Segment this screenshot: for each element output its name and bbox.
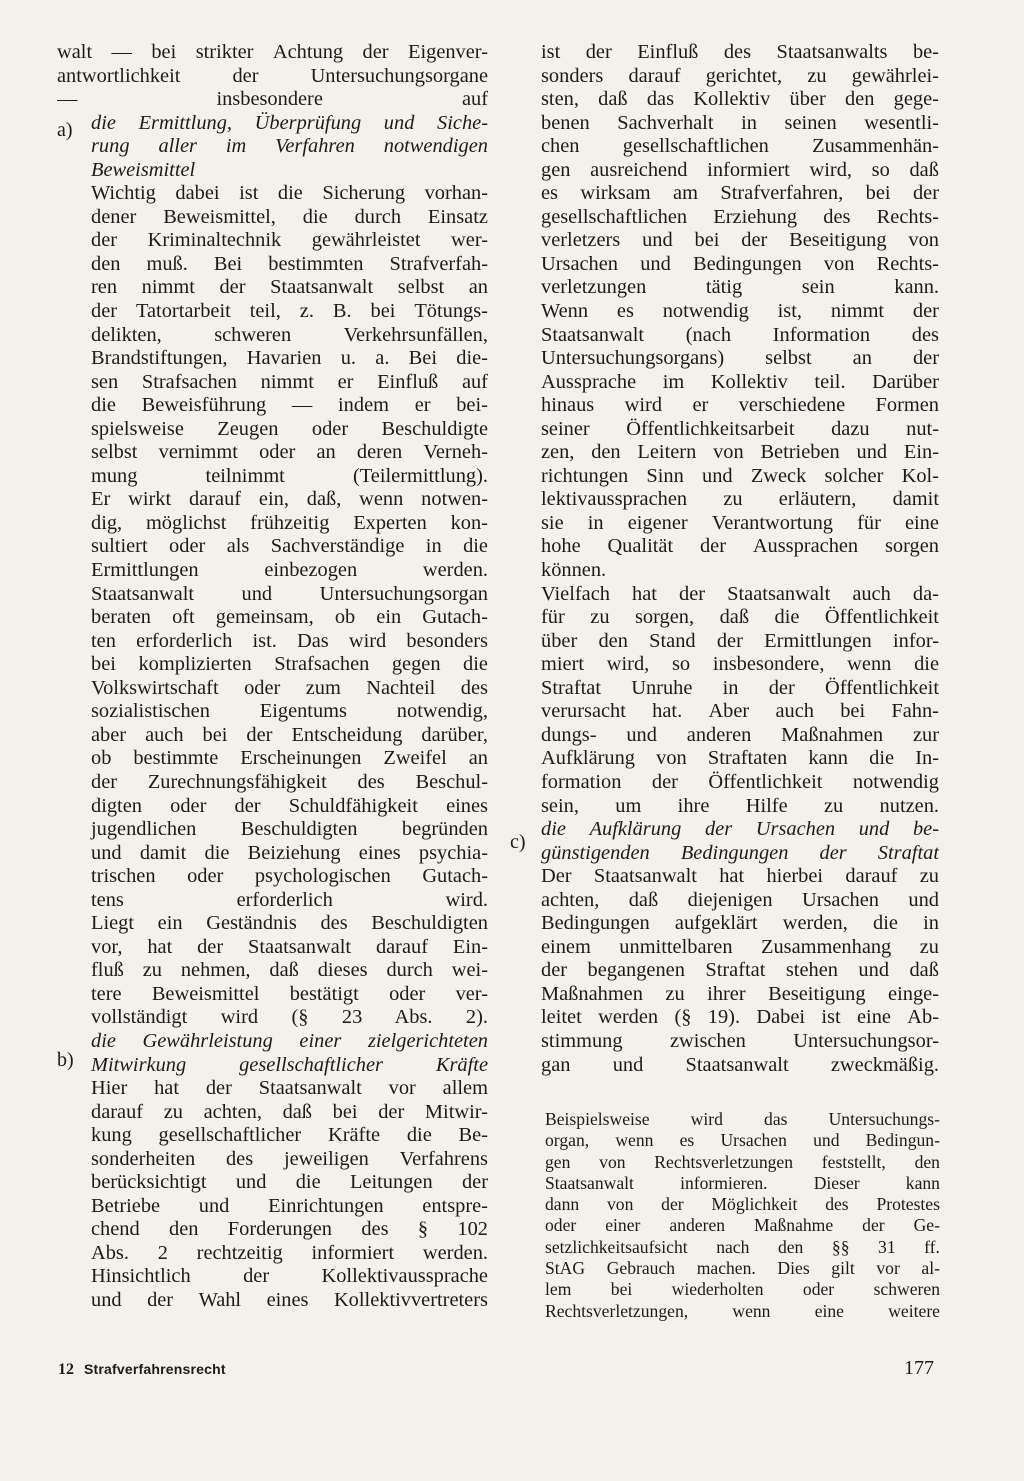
text-line: sie in eigener Verantwortung für eine: [541, 511, 939, 534]
text-line: den muß. Bei bestimmten Strafverfah-: [91, 252, 488, 275]
text-line: Vielfach hat der Staatsanwalt auch da-: [541, 582, 939, 605]
text-line: Betriebe und Einrichtungen entspre-: [91, 1194, 488, 1217]
text-line: ten erforderlich ist. Das wird besonders: [91, 629, 488, 652]
text-line: günstigenden Bedingungen der Straftat: [541, 841, 939, 864]
text-line: StAG Gebrauch machen. Dies gilt vor al-: [545, 1258, 940, 1279]
text-line: achten, daß diejenigen Ursachen und: [541, 888, 939, 911]
text-line: setzlichkeitsaufsicht nach den §§ 31 ff.: [545, 1236, 940, 1257]
text-line: organ, wenn es Ursachen und Bedingun-: [545, 1130, 940, 1151]
signature-number: 12: [58, 1361, 74, 1378]
text-line: Der Staatsanwalt hat hierbei darauf zu: [541, 865, 939, 888]
small-print-block: [545, 1109, 940, 1322]
text-line: sonderheiten des jeweiligen Verfahrens: [91, 1147, 488, 1170]
text-line: dener Beweismittel, die durch Einsatz: [91, 205, 488, 228]
text-line: sultiert oder als Sachverständige in die: [91, 535, 488, 558]
text-line: Wichtig dabei ist die Sicherung vorhan-: [91, 182, 488, 205]
text-line: die Aufklärung der Ursachen und be-: [541, 818, 939, 841]
text-line: verursacht hat. Aber auch bei Fahn-: [541, 700, 939, 723]
text-line: sonders darauf gerichtet, zu gewährlei-: [541, 64, 939, 87]
text-line: tere Beweismittel bestätigt oder ver-: [91, 982, 488, 1005]
text-line: dig, möglichst frühzeitig Experten kon-: [91, 511, 488, 534]
text-line: trischen oder psychologischen Gutach-: [91, 865, 488, 888]
text-line: gen ausreichend informiert wird, so daß: [541, 158, 939, 181]
page-number: 177: [904, 1357, 934, 1379]
text-line: die Beweisführung — indem er bei-: [91, 394, 488, 417]
text-line: walt — bei strikter Achtung der Eigenver-: [57, 41, 488, 63]
text-line: sen Strafsachen nimmt er Einfluß auf: [91, 370, 488, 393]
text-line: Wenn es notwendig ist, nimmt der: [541, 300, 939, 323]
text-line: Ursachen und Bedingungen von Rechts-: [541, 252, 939, 275]
text-line: gesellschaftlichen Erziehung des Rechts-: [541, 205, 939, 228]
text-line: seiner Öffentlichkeitsarbeit dazu nut-: [541, 417, 939, 440]
text-line: die Ermittlung, Überprüfung und Siche-: [91, 111, 488, 134]
text-line: Untersuchungsorgans) selbst an der: [541, 347, 939, 370]
text-line: miert wird, so insbesondere, wenn die: [541, 653, 939, 676]
text-line: Er wirkt darauf ein, daß, wenn notwen-: [91, 488, 488, 511]
text-line: berücksichtigt und die Leitungen der: [91, 1171, 488, 1194]
text-line: Ermittlungen einbezogen werden.: [91, 559, 488, 582]
text-line: antwortlichkeit der Untersuchungsorgane: [57, 64, 488, 87]
text-line: oder einer anderen Maßnahme der Ge-: [545, 1215, 940, 1236]
footer-signature: [58, 1361, 226, 1379]
text-line: Staatsanwalt (nach Information des: [541, 323, 939, 346]
text-line: verletzungen tätig sein kann.: [541, 276, 939, 299]
text-line: ob bestimmte Erscheinungen Zweifel an: [91, 747, 488, 770]
text-line: der Tatortarbeit teil, z. B. bei Tötungs-: [91, 300, 488, 323]
text-line: spielsweise Zeugen oder Beschuldigte: [91, 417, 488, 440]
text-line: einem unmittelbaren Zusammenhang zu: [541, 935, 939, 958]
text-line: vor, hat der Staatsanwalt darauf Ein-: [91, 935, 488, 958]
text-line: Beweismittel: [91, 158, 196, 181]
list-marker-b: b): [57, 1049, 74, 1071]
text-line: verletzers und bei der Beseitigung von: [541, 229, 939, 252]
text-line: dann von der Möglichkeit des Protestes: [545, 1194, 940, 1215]
text-line: bei komplizierten Strafsachen gegen die: [91, 653, 488, 676]
text-line: stimmung zwischen Untersuchungsor-: [541, 1029, 939, 1052]
text-line: Abs. 2 rechtzeitig informiert werden.: [91, 1241, 488, 1264]
text-line: vollständigt wird (§ 23 Abs. 2).: [91, 1006, 488, 1029]
text-line: chend den Forderungen des § 102: [91, 1218, 488, 1241]
text-line: beraten oft gemeinsam, ob ein Gutach-: [91, 606, 488, 629]
text-line: Hier hat der Staatsanwalt vor allem: [91, 1077, 488, 1100]
text-line: fluß zu nehmen, daß dieses durch wei-: [91, 959, 488, 982]
right-column: [541, 41, 939, 1077]
text-line: kung gesellschaftlicher Kräfte die Be-: [91, 1124, 488, 1147]
left-column: [57, 41, 488, 1313]
text-line: aber auch bei der Entscheidung darüber,: [91, 723, 488, 746]
text-line: Bedingungen aufgeklärt werden, die in: [541, 912, 939, 935]
text-line: Aussprache im Kollektiv teil. Darüber: [541, 370, 939, 393]
text-line: und der Wahl eines Kollektivvertreters: [91, 1288, 488, 1311]
text-line: Volkswirtschaft oder zum Nachteil des: [91, 676, 488, 699]
text-line: chen gesellschaftlichen Zusammenhän-: [541, 135, 939, 158]
text-line: tens erforderlich wird.: [91, 888, 488, 911]
text-line: es wirksam am Strafverfahren, bei der: [541, 182, 939, 205]
text-line: hinaus wird er verschiedene Formen: [541, 394, 939, 417]
text-line: — insbesondere auf: [57, 88, 488, 111]
text-line: Brandstiftungen, Havarien u. a. Bei die-: [91, 347, 488, 370]
signature-label: Strafverfahrensrecht: [84, 1361, 226, 1377]
text-line: darauf zu achten, daß bei der Mitwir-: [91, 1100, 488, 1123]
text-line: Aufklärung von Straftaten kann die In-: [541, 747, 939, 770]
text-line: über den Stand der Ermittlungen infor-: [541, 629, 939, 652]
text-line: Beispielsweise wird das Untersuchungs-: [545, 1109, 940, 1129]
text-line: benen Sachverhalt in seinen wesentli-: [541, 111, 939, 134]
list-marker-c: c): [510, 831, 526, 853]
text-line: jugendlichen Beschuldigten begründen: [91, 818, 488, 841]
text-line: Rechtsverletzungen, wenn eine weitere: [545, 1300, 940, 1321]
text-line: zen, den Leitern von Betrieben und Ein-: [541, 441, 939, 464]
text-line: sozialistischen Eigentums notwendig,: [91, 700, 488, 723]
text-line: können.: [541, 559, 607, 582]
text-line: Staatsanwalt informieren. Dieser kann: [545, 1172, 940, 1193]
text-line: der Zurechnungsfähigkeit des Beschul-: [91, 770, 488, 793]
text-line: formation der Öffentlichkeit notwendig: [541, 770, 939, 793]
text-line: Liegt ein Geständnis des Beschuldigten: [91, 912, 488, 935]
text-line: digten oder der Schuldfähigkeit eines: [91, 794, 488, 817]
text-line: selbst vernimmt oder an deren Verneh-: [91, 441, 488, 464]
text-line: mung teilnimmt (Teilermittlung).: [91, 464, 488, 487]
text-line: Straftat Unruhe in der Öffentlichkeit: [541, 676, 939, 699]
text-line: lektivaussprachen zu erläutern, damit: [541, 488, 939, 511]
text-line: ist der Einfluß des Staatsanwalts be-: [541, 41, 939, 63]
text-line: ren nimmt der Staatsanwalt selbst an: [91, 276, 488, 299]
text-line: delikten, schweren Verkehrsunfällen,: [91, 323, 488, 346]
text-line: für zu sorgen, daß die Öffentlichkeit: [541, 606, 939, 629]
list-marker-a: a): [57, 119, 73, 141]
text-line: der begangenen Straftat stehen und daß: [541, 959, 939, 982]
text-line: die Gewährleistung einer zielgerichteten: [91, 1029, 488, 1052]
text-line: Staatsanwalt und Untersuchungsorgan: [91, 582, 488, 605]
text-line: gan und Staatsanwalt zweckmäßig.: [541, 1053, 939, 1076]
text-line: sein, um ihre Hilfe zu nutzen.: [541, 794, 939, 817]
text-line: und damit die Beiziehung eines psychia-: [91, 841, 488, 864]
text-line: gen von Rechtsverletzungen feststellt, den: [545, 1151, 940, 1172]
text-line: hohe Qualität der Aussprachen sorgen: [541, 535, 939, 558]
text-line: Mitwirkung gesellschaftlicher Kräfte: [91, 1053, 488, 1076]
text-line: leitet werden (§ 19). Dabei ist eine Ab-: [541, 1006, 939, 1029]
text-line: der Kriminaltechnik gewährleistet wer-: [91, 229, 488, 252]
text-line: dungs- und anderen Maßnahmen zur: [541, 723, 939, 746]
text-line: richtungen Sinn und Zweck solcher Kol-: [541, 464, 939, 487]
text-line: sten, daß das Kollektiv über den gege-: [541, 88, 939, 111]
text-line: lem bei wiederholten oder schweren: [545, 1279, 940, 1300]
text-line: rung aller im Verfahren notwendigen: [91, 135, 488, 158]
text-line: Hinsichtlich der Kollektivaussprache: [91, 1265, 488, 1288]
text-line: Maßnahmen zu ihrer Beseitigung einge-: [541, 982, 939, 1005]
